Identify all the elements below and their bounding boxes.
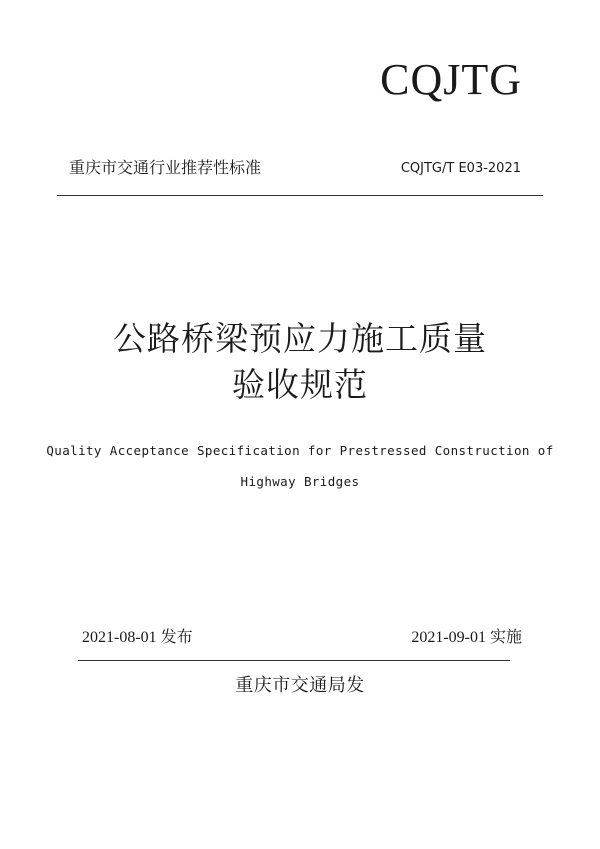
publish-date: 2021-08-01 发布 (82, 629, 193, 646)
standard-code-logo: CQJTG (380, 55, 522, 104)
header-divider (57, 195, 543, 196)
standard-number: CQJTG/T E03-2021 (400, 161, 521, 176)
title-zh-line1: 公路桥梁预应力施工质量 (113, 319, 487, 358)
standard-type: 重庆市交通行业推荐性标准 (69, 158, 262, 177)
title-en-line1: Quality Acceptance Specification for Prestressed Construction of (46, 443, 554, 458)
implement-date: 2021-09-01 实施 (411, 629, 522, 646)
document-title (0, 316, 600, 408)
issuing-authority: 重庆市交通局发 (235, 675, 365, 696)
title-zh-line2: 验收规范 (232, 365, 368, 404)
footer-divider (78, 660, 510, 661)
title-en-line2: Highway Bridges (240, 474, 360, 489)
